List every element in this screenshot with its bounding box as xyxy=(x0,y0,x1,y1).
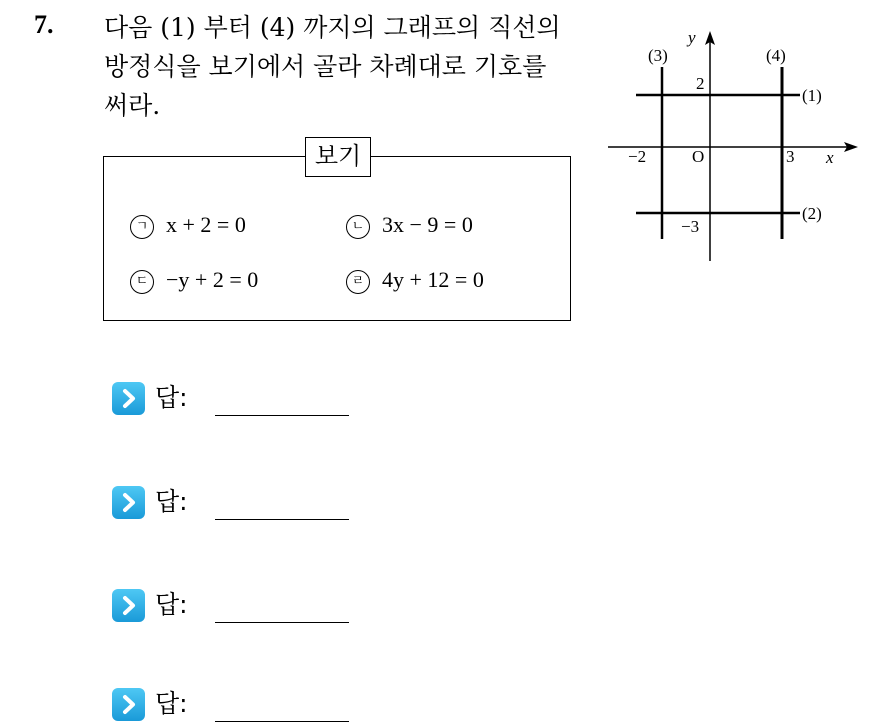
choice-equation: −y + 2 = 0 xyxy=(166,267,259,292)
x-axis-label: x xyxy=(826,148,834,167)
choice-2 xyxy=(346,212,473,239)
choice-equation: x + 2 = 0 xyxy=(166,212,246,237)
chevron-right-icon xyxy=(112,688,145,721)
question-line: 써라. xyxy=(104,91,161,120)
answer-blank[interactable] xyxy=(215,519,349,520)
chevron-right-icon xyxy=(112,486,145,519)
choice-mark: ㄱ xyxy=(130,215,154,239)
choice-4 xyxy=(346,267,484,294)
question-text xyxy=(104,8,594,125)
answer-label: 답: xyxy=(155,689,188,718)
chevron-right-icon xyxy=(112,589,145,622)
choice-mark: ㄷ xyxy=(130,270,154,294)
answer-label: 답: xyxy=(155,487,188,516)
choices-box-title: 보기 xyxy=(305,137,371,177)
choice-mark: ㄴ xyxy=(346,215,370,239)
question-line: 방정식을 보기에서 골라 차례대로 기호를 xyxy=(104,52,547,81)
answer-label: 답: xyxy=(155,590,188,619)
answer-blank[interactable] xyxy=(215,415,349,416)
tick-label-y-neg: −3 xyxy=(681,217,700,236)
line-label-4: (4) xyxy=(766,46,786,65)
choice-3 xyxy=(130,267,258,294)
answer-blank[interactable] xyxy=(215,622,349,623)
choice-mark: ㄹ xyxy=(346,270,370,294)
answer-label: 답: xyxy=(155,383,188,412)
choice-equation: 3x − 9 = 0 xyxy=(382,212,473,237)
answer-blank[interactable] xyxy=(215,721,349,722)
question-line: 다음 (1) 부터 (4) 까지의 그래프의 직선의 xyxy=(104,13,561,42)
line-label-2: (2) xyxy=(802,204,822,223)
question-number: 7. xyxy=(34,10,54,39)
coordinate-graph xyxy=(600,25,865,265)
y-axis-label: y xyxy=(688,28,696,47)
tick-label-x-pos: 3 xyxy=(786,147,795,166)
choice-equation: 4y + 12 = 0 xyxy=(382,267,484,292)
chevron-right-icon xyxy=(112,382,145,415)
choice-1 xyxy=(130,212,246,239)
origin-label: O xyxy=(692,147,705,166)
line-label-1: (1) xyxy=(802,86,822,105)
tick-label-y-pos: 2 xyxy=(696,74,705,93)
line-label-3: (3) xyxy=(648,46,668,65)
tick-label-x-neg: −2 xyxy=(628,147,647,166)
